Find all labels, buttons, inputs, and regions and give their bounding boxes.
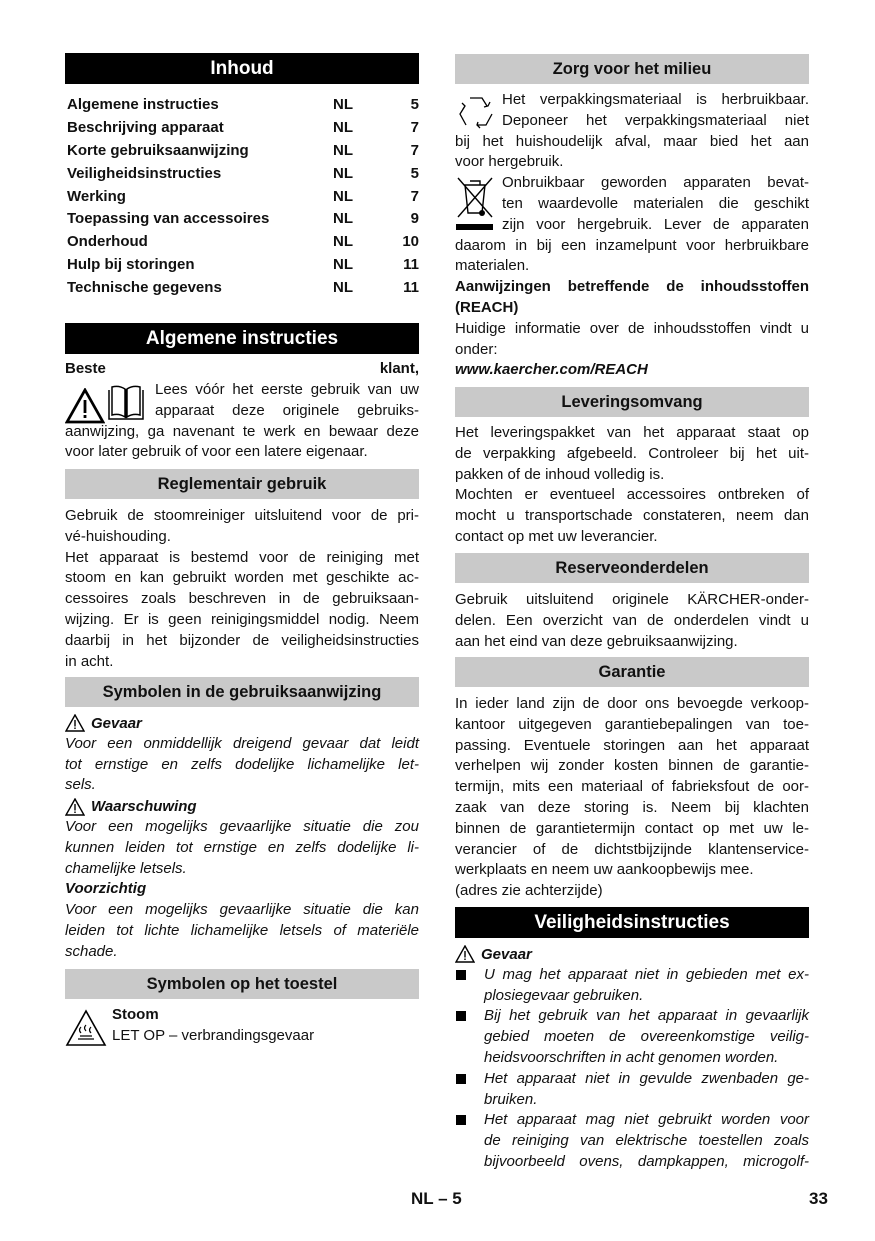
- text-line: mocht u transportschade constateren, neem dan: [455, 507, 809, 525]
- text-line: (adres zie achterzijde): [455, 882, 603, 900]
- text-line: pakken of de inhoud volledig is.: [455, 465, 665, 483]
- warning-triangle-icon: [65, 388, 105, 424]
- section-heading-leveringsomvang: Leveringsomvang: [455, 387, 809, 417]
- toc-entry-title: Werking: [67, 187, 126, 205]
- text-line: passing. Eventuele storingen aan het apparaat: [455, 736, 809, 754]
- toc-entry-language: NL: [333, 233, 353, 251]
- text-line: Voor een onmiddellijk dreigend gevaar dat leidt: [65, 734, 419, 752]
- text-line: In ieder land zijn de door ons bevoegde verkoop-: [455, 695, 809, 712]
- text-line: tot ernstige en zelfs dodelijke lichamelijke let-: [65, 755, 419, 773]
- text-line: Onbruikbaar geworden apparaten bevat-: [502, 174, 809, 192]
- toc-entry-title: Technische gegevens: [67, 279, 222, 297]
- toc-entry[interactable]: [65, 163, 419, 186]
- symbols-explanation: [65, 713, 419, 963]
- toc-entry[interactable]: [65, 117, 419, 140]
- gevaar-label: Gevaar: [91, 714, 142, 732]
- safety-content: [455, 944, 809, 1173]
- recycling-icon: [457, 94, 495, 132]
- text-line: de verpakking afgebeeld. Controleer bij het uit-: [455, 444, 809, 462]
- toc-entry-language: NL: [333, 210, 353, 228]
- text-line: de reiniging van elektrische toestellen zoals: [484, 1132, 809, 1150]
- text-line: heidsvoorschriften in acht genomen worden.: [484, 1048, 779, 1066]
- text-line: Het apparaat niet in gevulde zwenbaden ge-: [484, 1069, 809, 1087]
- text-line: Gebruik de stoomreiniger uitsluitend voor de pri-: [65, 507, 419, 524]
- text-line: Gebruik uitsluitend originele KÄRCHER-onder-: [455, 591, 809, 608]
- garantie-paragraph: [455, 694, 809, 902]
- toc-entry-language: NL: [333, 164, 353, 182]
- waarschuwing-heading: [65, 796, 419, 817]
- text-line: voor hergebruik.: [455, 153, 564, 171]
- text-line: daarom in bij een inzamelpunt voor herbruikbare: [455, 236, 809, 254]
- gevaar-heading: [65, 713, 419, 734]
- toc-entry-page: 7: [410, 187, 419, 205]
- text-line: plosiegevaar gebruiken.: [484, 986, 644, 1004]
- text-line: Het apparaat mag niet gebruikt worden voor: [484, 1111, 809, 1129]
- text-line: aanwijzing, ga navenant te werk en bewaar deze: [65, 422, 419, 440]
- reserve-paragraph: [455, 590, 809, 652]
- footer-language-page: NL – 5: [411, 1189, 462, 1208]
- square-bullet-icon: [456, 1115, 466, 1125]
- text-line: schade.: [65, 942, 118, 960]
- text-line: voor later gebruik of voor een latere eigenaar.: [65, 443, 368, 461]
- text-line: binnen de garantietermijn contact op met uw le-: [455, 819, 809, 837]
- text-line: ten waardevolle materialen die geschikt: [502, 194, 809, 212]
- warning-triangle-icon: [455, 945, 475, 963]
- waarschuwing-label: Waarschuwing: [91, 798, 197, 816]
- text-line: termijn, mits een materiaal of fabrieksfout de oor-: [455, 778, 809, 796]
- toc-entry-page: 7: [410, 118, 419, 136]
- warning-triangle-icon: [65, 714, 85, 732]
- levering-paragraph: [455, 423, 809, 548]
- toc-entry-title: Hulp bij storingen: [67, 256, 195, 274]
- text-line: chamelijke letsels.: [65, 859, 187, 877]
- text-line: aan het eind van deze gebruiksaanwijzing.: [455, 632, 738, 650]
- text-line: Huidige informatie over de inhoudsstoffen vindt u: [455, 319, 809, 337]
- toc-heading: Inhoud: [65, 53, 419, 84]
- toc-entry-language: NL: [333, 256, 353, 274]
- toc-entry[interactable]: [65, 186, 419, 209]
- square-bullet-icon: [456, 1011, 466, 1021]
- safety-bullet-item: [455, 1069, 809, 1111]
- toc-entry-page: 5: [410, 164, 419, 182]
- text-line: Lees vóór het eerste gebruik van uw: [155, 381, 419, 398]
- text-line: Bij het gebruik van het apparaat in gevaarlijk: [484, 1007, 809, 1025]
- gevaar-label: Gevaar: [481, 945, 532, 963]
- safety-bullet-item: [455, 1006, 809, 1068]
- section-heading-milieu: Zorg voor het milieu: [455, 54, 809, 84]
- text-line: materialen.: [455, 257, 530, 275]
- text-line: stoom en kan gebruikt worden met geschikte ac-: [65, 569, 419, 587]
- text-line: in acht.: [65, 652, 114, 670]
- text-line: (REACH): [455, 298, 519, 316]
- text-line: gebied moeten de overeenkomstige veilig-: [484, 1028, 809, 1046]
- text-line: Voor een mogelijks gevaarlijke situatie die kan: [65, 901, 419, 919]
- text-line: bruiken.: [484, 1090, 538, 1108]
- text-line: Mochten er eventueel accessoires ontbreken of: [455, 486, 809, 504]
- intro-paragraph: [65, 380, 419, 463]
- warning-triangle-icon: [65, 798, 85, 816]
- toc-entry[interactable]: [65, 277, 419, 300]
- text-line: verhelpen wij zonder kosten binnen de garantie-: [455, 757, 809, 775]
- text-line: Deponeer het verpakkingsmateriaal niet: [502, 111, 809, 129]
- toc-entry[interactable]: [65, 140, 419, 163]
- hot-steam-warning-icon: [65, 1009, 107, 1047]
- stoom-label: Stoom: [112, 1006, 159, 1023]
- section-heading-symbolen: Symbolen in de gebruiksaanwijzing: [65, 677, 419, 707]
- text-line: Aanwijzingen betreffende de inhoudsstoffen: [455, 278, 809, 296]
- table-of-contents: [65, 94, 419, 300]
- stoom-text: LET OP – verbrandingsgevaar: [112, 1026, 315, 1044]
- stoom-symbol-entry: [65, 1005, 419, 1047]
- text-line: daarbij in het bijzonder de veiligheidsinstructies: [65, 631, 419, 649]
- toc-entry-title: Korte gebruiksaanwijzing: [67, 141, 249, 159]
- text-line: Het apparaat is bestemd voor de reiniging met: [65, 548, 419, 566]
- toc-entry-page: 11: [403, 279, 419, 297]
- text-line: U mag het apparaat niet in gebieden met ex-: [484, 965, 809, 983]
- toc-entry-page: 9: [410, 210, 419, 228]
- toc-entry-language: NL: [333, 279, 353, 297]
- toc-entry-page: 5: [410, 96, 419, 113]
- toc-entry[interactable]: [65, 94, 419, 117]
- text-line: zaak van deze storing is. Neem bij klachten: [455, 798, 809, 816]
- toc-entry-language: NL: [333, 118, 353, 136]
- text-line: Voor een mogelijks gevaarlijke situatie die zou: [65, 817, 419, 835]
- section-heading-garantie: Garantie: [455, 657, 809, 687]
- gevaar-heading: [455, 944, 809, 965]
- text-line: leiden tot lichte lichamelijke letsels of materiële: [65, 921, 419, 939]
- toc-entry-language: NL: [333, 96, 353, 113]
- text-line: zijn voor hergebruik. Lever de apparaten: [502, 215, 809, 233]
- safety-bullet-item: [455, 1110, 809, 1172]
- text-line: bij het huishoudelijk afval, maar bied het aan: [455, 132, 809, 150]
- text-line: delen. Een overzicht van de onderdelen vindt u: [455, 611, 809, 629]
- text-line: kantoor uitgegeven garantiebepalingen van toe-: [455, 715, 809, 733]
- toc-entry[interactable]: [65, 208, 419, 231]
- toc-entry-page: 10: [402, 233, 419, 251]
- text-line: werkplaats en neem uw aankoopbewijs mee.: [455, 861, 754, 879]
- text-line: sels.: [65, 776, 96, 794]
- text-line: Het leveringspakket van het apparaat staat op: [455, 424, 809, 441]
- reglementair-paragraph: [65, 506, 419, 672]
- toc-entry-language: NL: [333, 141, 353, 159]
- text-line: contact op met uw leverancier.: [455, 527, 658, 545]
- section-heading-reglementair-gebruik: Reglementair gebruik: [65, 469, 419, 499]
- text-line: Het verpakkingsmateriaal is herbruikbaar.: [502, 91, 809, 108]
- text-line: verancier of de dichtstbijzijnde klantenservice-: [455, 840, 809, 858]
- toc-entry-title: Algemene instructies: [67, 96, 219, 113]
- section-heading-veiligheidsinstructies: Veiligheidsinstructies: [455, 907, 809, 938]
- toc-entry-title: Beschrijving apparaat: [67, 118, 224, 136]
- footer-page-number: 33: [809, 1189, 828, 1208]
- section-heading-symbolen-toestel: Symbolen op het toestel: [65, 969, 419, 999]
- voorzichtig-label: Voorzichtig: [65, 880, 147, 898]
- text-line: cessoires zoals beschreven in de gebruiksaan-: [65, 590, 419, 608]
- toc-entry[interactable]: [65, 231, 419, 254]
- section-heading-reserveonderdelen: Reserveonderdelen: [455, 553, 809, 583]
- milieu-content: [455, 90, 809, 381]
- toc-entry-title: Toepassing van accessoires: [67, 210, 270, 228]
- text-line: wijzing. Er is geen reinigingsmiddel nodig. Neem: [65, 610, 419, 628]
- read-manual-book-icon: [106, 384, 146, 424]
- safety-bullet-list: [455, 965, 809, 1173]
- safety-bullet-item: [455, 965, 809, 1007]
- square-bullet-icon: [456, 1074, 466, 1084]
- toc-entry-title: Onderhoud: [67, 233, 148, 251]
- section-heading-algemene-instructies: Algemene instructies: [65, 323, 419, 354]
- greeting: Beste klant,: [65, 360, 419, 377]
- toc-entry[interactable]: [65, 254, 419, 277]
- text-line: kunnen leiden tot ernstige en zelfs dodelijke li-: [65, 838, 419, 856]
- toc-entry-page: 11: [403, 256, 419, 274]
- toc-entry-page: 7: [410, 141, 419, 159]
- reach-link[interactable]: www.kaercher.com/REACH: [455, 361, 648, 379]
- text-line: onder:: [455, 340, 498, 358]
- text-line: bijvoorbeeld ovens, dampkappen, microgolf-: [484, 1152, 809, 1170]
- square-bullet-icon: [456, 970, 466, 980]
- toc-entry-language: NL: [333, 187, 353, 205]
- toc-entry-title: Veiligheidsinstructies: [67, 164, 222, 182]
- text-line: vé-huishouding.: [65, 527, 171, 545]
- crossed-out-wheelie-bin-icon: [455, 175, 495, 233]
- text-line: apparaat deze originele gebruiks-: [155, 401, 419, 419]
